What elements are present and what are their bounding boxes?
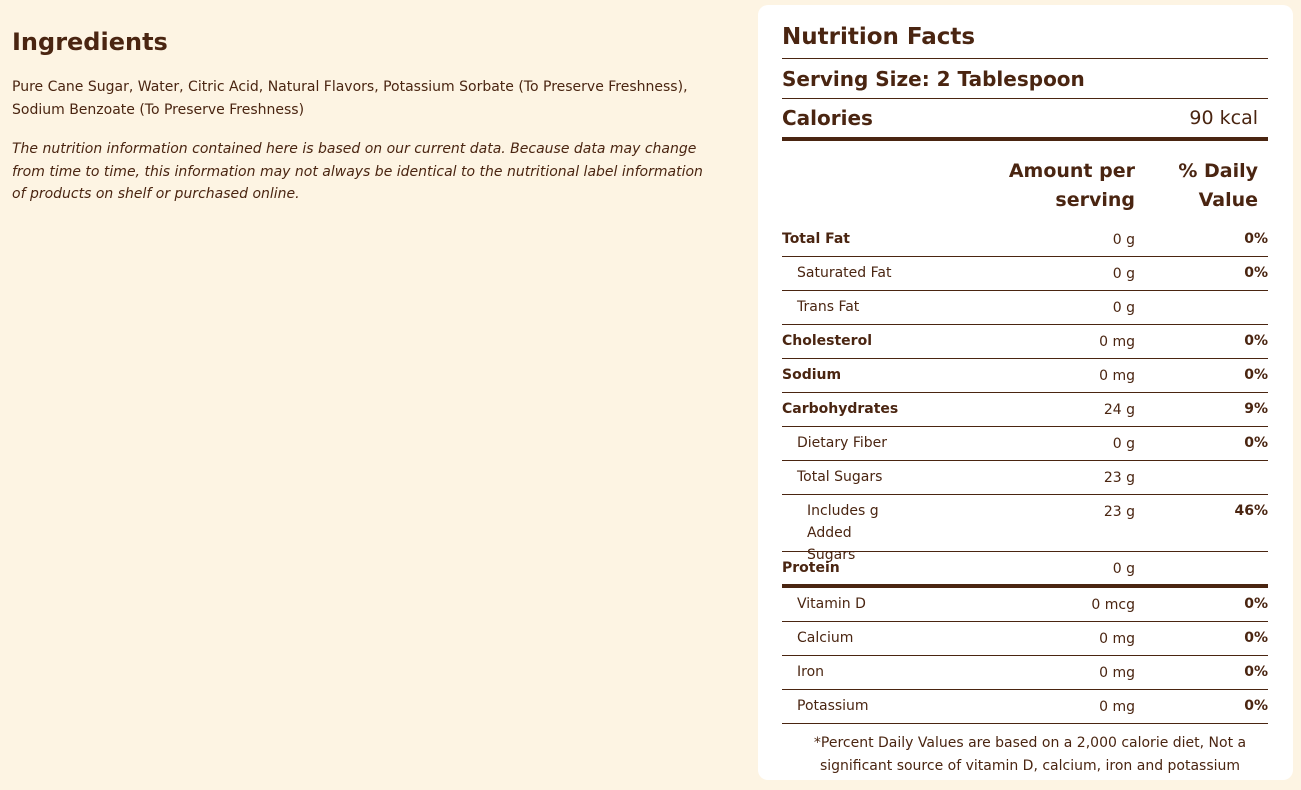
nutrient-name: Iron	[797, 664, 825, 680]
nutrient-daily-value: 0%	[1244, 333, 1268, 349]
nutrient-row	[782, 325, 1268, 359]
nutrition-card	[758, 5, 1293, 780]
nutrient-amount: 23 g	[1103, 470, 1135, 486]
nutrient-amount: 0 mg	[1099, 334, 1135, 350]
ingredients-section	[12, 26, 737, 206]
nutrient-amount: 0 mg	[1099, 699, 1135, 715]
nutrient-name: Carbohydrates	[782, 401, 899, 417]
nutrient-row	[782, 223, 1268, 257]
nutrient-amount: 0 mg	[1099, 631, 1135, 647]
nutrient-row	[782, 393, 1268, 427]
nutrition-facts-title: Nutrition Facts	[782, 19, 1268, 59]
nutrient-name: Saturated Fat	[797, 265, 892, 281]
nutrient-row	[782, 656, 1268, 690]
nutrient-daily-value: 0%	[1244, 630, 1268, 646]
nutrient-amount: 23 g	[1103, 504, 1135, 520]
nutrient-amount: 0 mcg	[1091, 597, 1135, 613]
nutrient-name: Includes g Added Sugars	[807, 503, 879, 563]
nutrient-name: Total Fat	[782, 231, 851, 247]
nutrient-daily-value	[1135, 291, 1268, 296]
nutrient-name: Total Sugars	[797, 469, 883, 485]
serving-size: Serving Size: 2 Tablespoon	[782, 59, 1268, 99]
nutrient-daily-value: 46%	[1234, 503, 1268, 519]
nutrient-daily-value: 0%	[1244, 367, 1268, 383]
daily-value-footnote: *Percent Daily Values are based on a 2,000 calorie diet, Not a significant source of vitamin D, calcium, iron and potassium	[813, 735, 1247, 774]
nutrient-name: Cholesterol	[782, 333, 872, 349]
header-daily-value: % Daily Value	[1178, 160, 1258, 211]
nutrient-row	[782, 359, 1268, 393]
ingredients-title: Ingredients	[12, 28, 168, 56]
nutrition-facts-panel	[782, 19, 1268, 778]
nutrient-daily-value: 0%	[1244, 698, 1268, 714]
nutrient-row	[782, 257, 1268, 291]
calories-label: Calories	[782, 106, 873, 130]
nutrient-name: Dietary Fiber	[797, 435, 888, 451]
nutrient-row	[782, 291, 1268, 325]
nutrient-row	[782, 552, 1268, 588]
nutrient-row	[782, 622, 1268, 656]
nutrient-amount: 0 g	[1112, 266, 1135, 282]
nutrient-daily-value: 0%	[1244, 435, 1268, 451]
nutrient-row	[782, 427, 1268, 461]
nutrient-daily-value: 0%	[1244, 664, 1268, 680]
calories-value: 90 kcal	[1189, 107, 1258, 129]
calories-row	[782, 99, 1268, 141]
nutrient-amount: 0 g	[1112, 232, 1135, 248]
nutrient-daily-value: 0%	[1244, 596, 1268, 612]
ingredients-list: Pure Cane Sugar, Water, Citric Acid, Natural Flavors, Potassium Sorbate (To Preserve Freshness), Sodium Benzoate (To Preserve Freshness)	[12, 79, 688, 118]
nutrition-disclaimer: The nutrition information contained here is based on our current data. Because data may change from time to time, this information may not always be identical to the nutritional label information of products on shelf or purchased online.	[12, 141, 703, 202]
nutrient-daily-value: 9%	[1244, 401, 1268, 417]
nutrient-daily-value: 0%	[1244, 231, 1268, 247]
nutrient-amount: 0 mg	[1099, 368, 1135, 384]
nutrient-amount: 0 g	[1112, 561, 1135, 577]
nutrient-name: Protein	[782, 560, 840, 576]
nutrient-name: Sodium	[782, 367, 842, 383]
nutrient-amount: 0 mg	[1099, 665, 1135, 681]
nutrient-name: Vitamin D	[797, 596, 866, 612]
nutrient-daily-value: 0%	[1244, 265, 1268, 281]
header-amount-per-serving: Amount per serving	[1008, 160, 1135, 211]
nutrient-name: Trans Fat	[797, 299, 860, 315]
nutrient-name: Calcium	[797, 630, 854, 646]
nutrient-daily-value	[1135, 461, 1268, 466]
nutrient-amount: 24 g	[1103, 402, 1135, 418]
nutrient-amount: 0 g	[1112, 300, 1135, 316]
column-header	[782, 141, 1268, 223]
nutrient-row	[782, 690, 1268, 724]
nutrient-name: Potassium	[797, 698, 869, 714]
nutrient-amount: 0 g	[1112, 436, 1135, 452]
nutrient-row	[782, 461, 1268, 495]
nutrient-daily-value	[1135, 552, 1268, 557]
nutrient-row	[782, 495, 1268, 563]
nutrient-row	[782, 588, 1268, 622]
